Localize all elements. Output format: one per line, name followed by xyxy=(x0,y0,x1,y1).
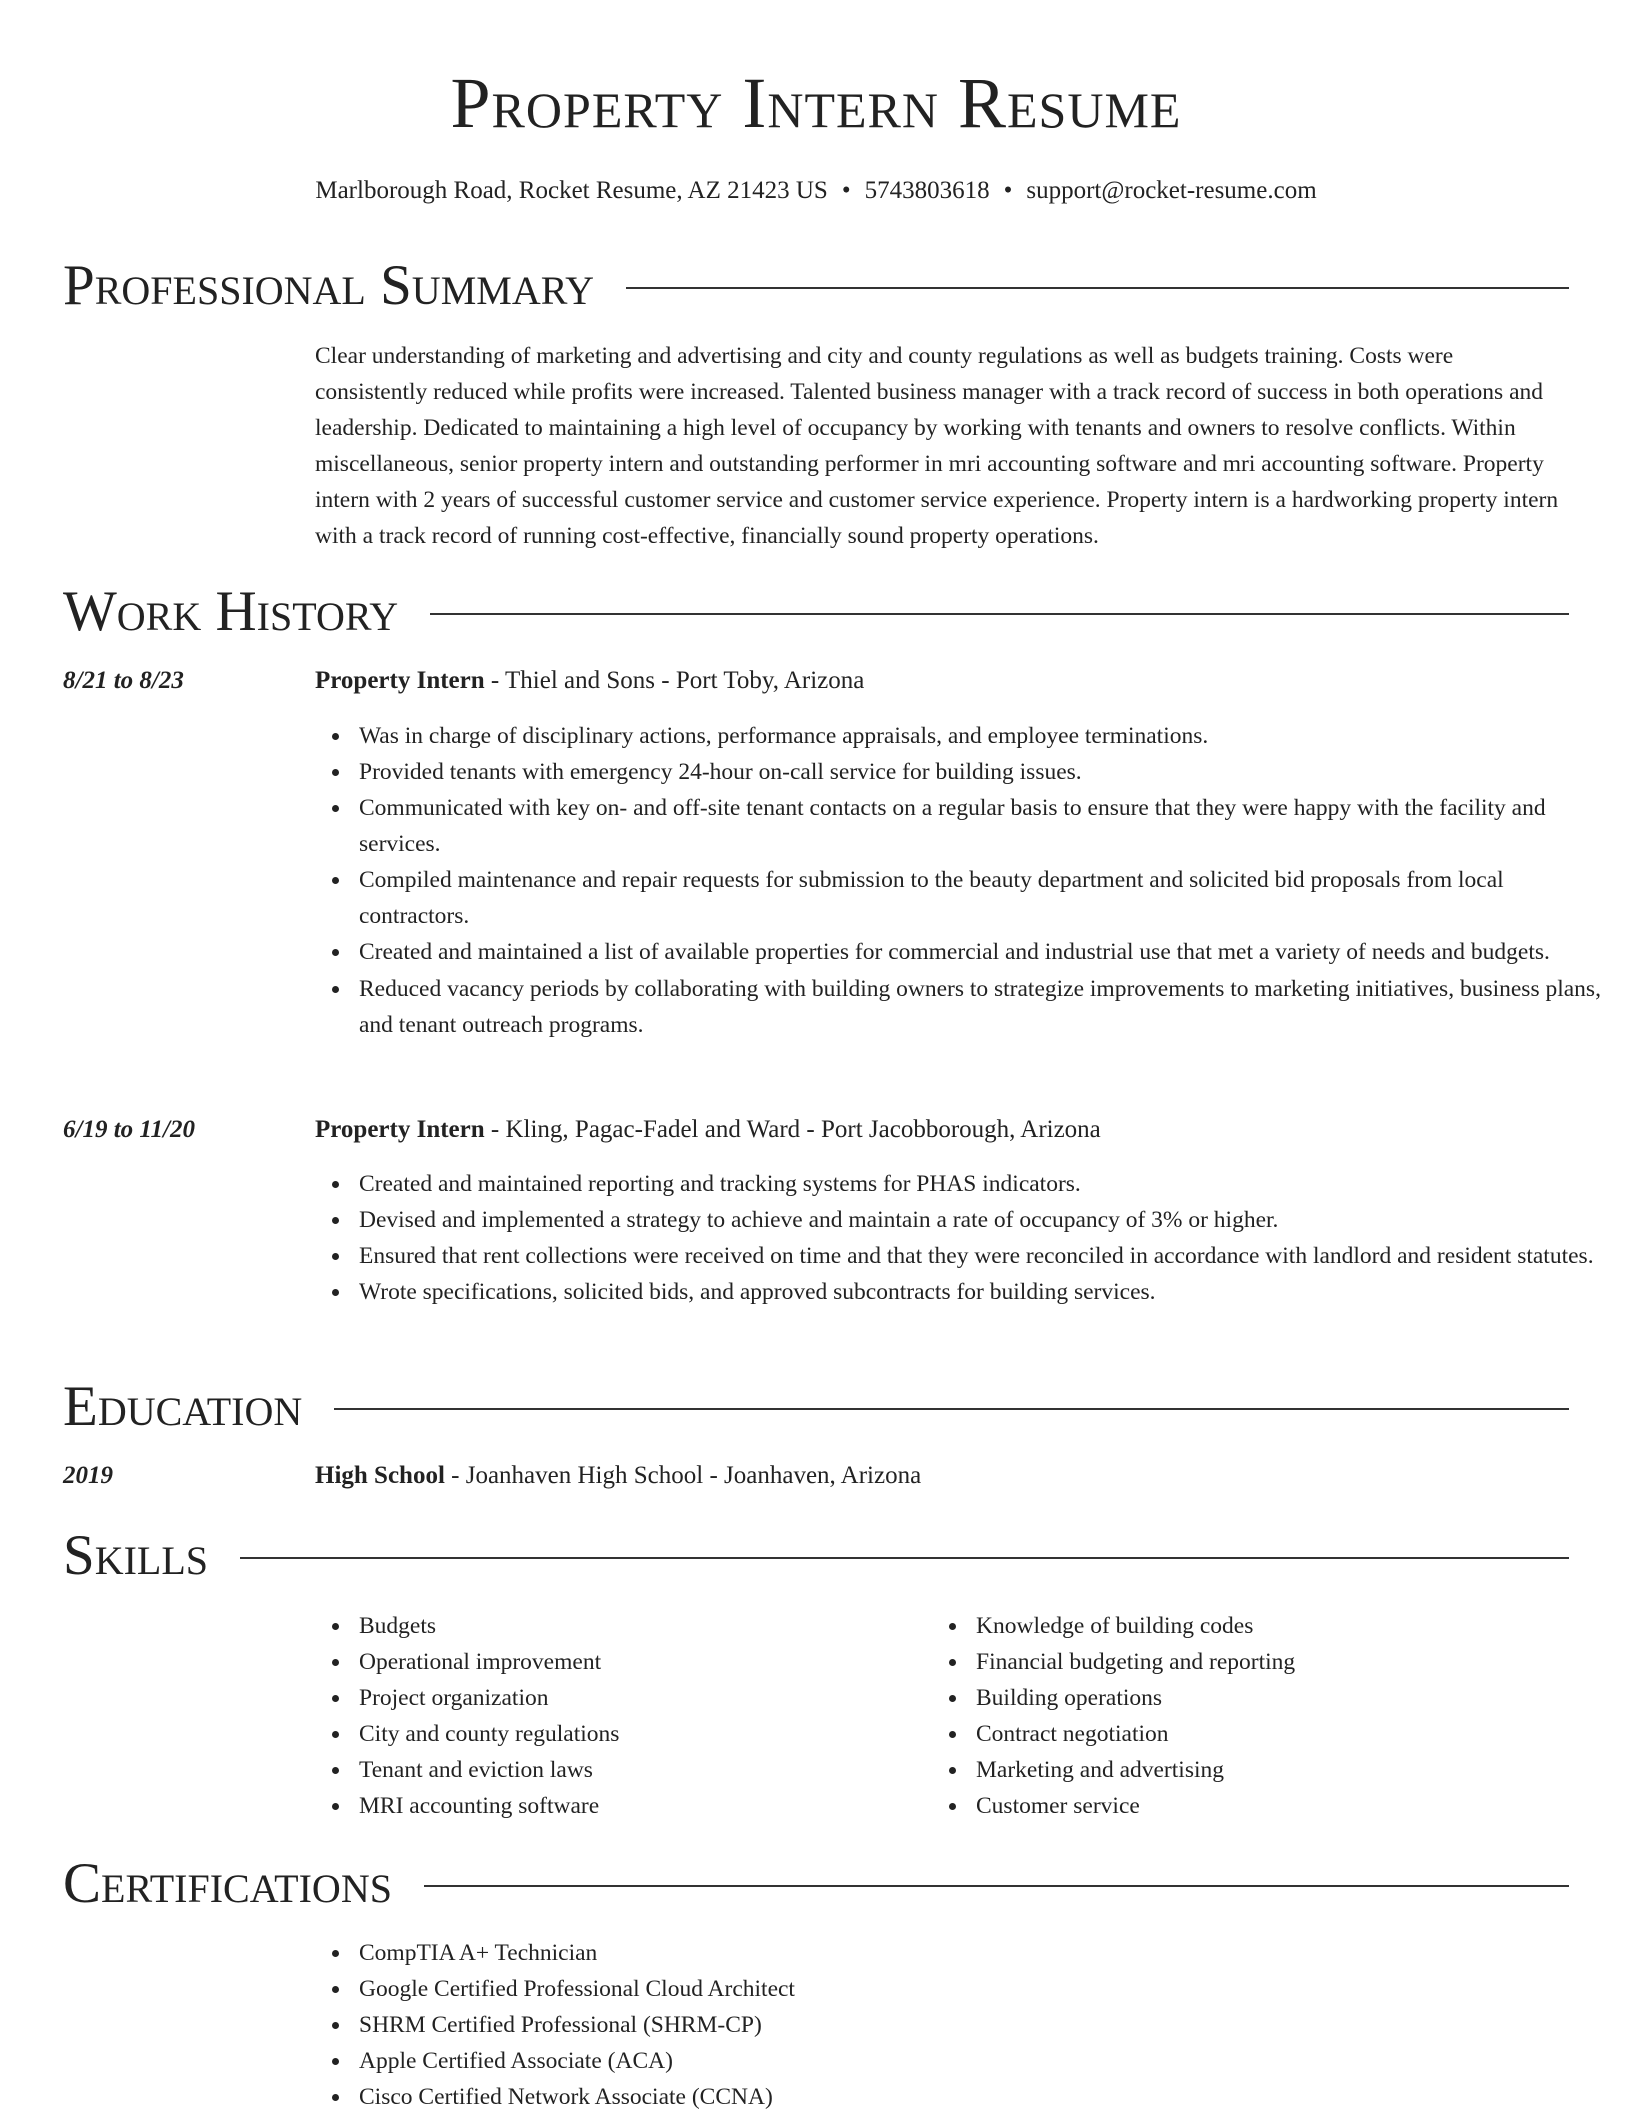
resume-title: Property Intern Resume xyxy=(450,63,1182,143)
section-title-work: Work History xyxy=(63,580,399,643)
job-details: - Kling, Pagac-Fadel and Ward - Port Jacobborough, Arizona xyxy=(484,1116,1101,1143)
section-header-work xyxy=(63,580,1569,644)
list-item: Contract negotiation xyxy=(976,1716,1576,1752)
section-title-education: Education xyxy=(63,1375,303,1438)
section-header-summary xyxy=(63,254,1569,318)
list-item: MRI accounting software xyxy=(359,1788,959,1824)
section-divider xyxy=(240,1557,1569,1559)
contact-line xyxy=(0,174,1632,208)
list-item: Knowledge of building codes xyxy=(976,1608,1576,1644)
list-item: SHRM Certified Professional (SHRM-CP) xyxy=(359,2007,1615,2043)
list-item: Google Certified Professional Cloud Architect xyxy=(359,1971,1615,2007)
list-item: Cisco Certified Network Associate (CCNA) xyxy=(359,2079,1615,2115)
section-header-certifications xyxy=(63,1852,1569,1916)
list-item: Created and maintained reporting and tracking systems for PHAS indicators. xyxy=(359,1166,1615,1202)
job-bullets xyxy=(315,1166,1615,1310)
job-details: - Thiel and Sons - Port Toby, Arizona xyxy=(484,667,865,694)
list-item: Financial budgeting and reporting xyxy=(976,1644,1576,1680)
list-item: CompTIA A+ Technician xyxy=(359,1935,1615,1971)
list-item: Budgets xyxy=(359,1608,959,1644)
job-heading xyxy=(315,1113,1571,1147)
list-item: Operational improvement xyxy=(359,1644,959,1680)
list-item: Was in charge of disciplinary actions, performance appraisals, and employee terminations. xyxy=(359,718,1615,754)
skills-list-right xyxy=(932,1608,1576,1824)
list-item: Tenant and eviction laws xyxy=(359,1752,959,1788)
section-header-skills xyxy=(63,1524,1569,1588)
list-item: Project organization xyxy=(359,1680,959,1716)
list-item: Compiled maintenance and repair requests for submission to the beauty department and solicited bid proposals from local contractors. xyxy=(359,862,1615,934)
list-item: Wrote specifications, solicited bids, and approved subcontracts for building services. xyxy=(359,1274,1615,1310)
contact-phone: 5743803618 xyxy=(864,177,990,204)
contact-email: support@rocket-resume.com xyxy=(1026,177,1317,204)
skills-list-left xyxy=(315,1608,959,1824)
list-item: Customer service xyxy=(976,1788,1576,1824)
list-item: City and county regulations xyxy=(359,1716,959,1752)
list-item: Communicated with key on- and off-site tenant contacts on a regular basis to ensure that they were happy with the facility and services. xyxy=(359,790,1615,862)
education-year: 2019 xyxy=(63,1462,113,1489)
section-divider xyxy=(424,1885,1569,1887)
job-bullets xyxy=(315,718,1615,1043)
job-dates: 8/21 to 8/23 xyxy=(63,667,184,694)
contact-separator: • xyxy=(841,177,851,204)
section-divider xyxy=(430,613,1569,615)
job-title: Property Intern xyxy=(315,667,485,694)
education-details: - Joanhaven High School - Joanhaven, Arizona xyxy=(444,1462,922,1489)
section-title-summary: Professional Summary xyxy=(63,254,595,317)
certifications-list xyxy=(315,1935,1615,2115)
list-item: Devised and implemented a strategy to achieve and maintain a rate of occupancy of 3% or higher. xyxy=(359,1202,1615,1238)
education-heading xyxy=(315,1459,1571,1493)
section-divider xyxy=(334,1408,1569,1410)
contact-address: Marlborough Road, Rocket Resume, AZ 21423 US xyxy=(315,177,828,204)
list-item: Reduced vacancy periods by collaborating with building owners to strategize improvements to marketing initiatives, business plans, and tenant outreach programs. xyxy=(359,971,1615,1043)
section-divider xyxy=(626,287,1569,289)
list-item: Created and maintained a list of available properties for commercial and industrial use that met a variety of needs and budgets. xyxy=(359,934,1615,970)
job-heading xyxy=(315,664,1571,698)
list-item: Apple Certified Associate (ACA) xyxy=(359,2043,1615,2079)
list-item: Provided tenants with emergency 24-hour on-call service for building issues. xyxy=(359,754,1615,790)
job-dates: 6/19 to 11/20 xyxy=(63,1116,195,1143)
job-title: Property Intern xyxy=(315,1116,485,1143)
section-title-certifications: Certifications xyxy=(63,1852,392,1915)
list-item: Marketing and advertising xyxy=(976,1752,1576,1788)
contact-separator: • xyxy=(1003,177,1013,204)
section-title-skills: Skills xyxy=(63,1524,209,1587)
list-item: Building operations xyxy=(976,1680,1576,1716)
section-header-education xyxy=(63,1375,1569,1439)
summary-text: Clear understanding of marketing and advertising and city and county regulations as well as budgets training. Costs were consistently reduced while profits were increased. Talented business manager with a track record of success in both operations and leadership. Dedicated to maintaining a high level of occupancy by working with tenants and owners to resolve conflicts. Within miscellaneous, senior property intern and outstanding performer in mri accounting software and mri accounting software. Property intern with 2 years of successful customer service and customer service experience. Property intern is a hardworking property intern with a track record of running cost-effective, financially sound property operations. xyxy=(315,343,1559,549)
education-degree: High School xyxy=(315,1462,445,1489)
list-item: Ensured that rent collections were received on time and that they were reconciled in accordance with landlord and resident statutes. xyxy=(359,1238,1615,1274)
